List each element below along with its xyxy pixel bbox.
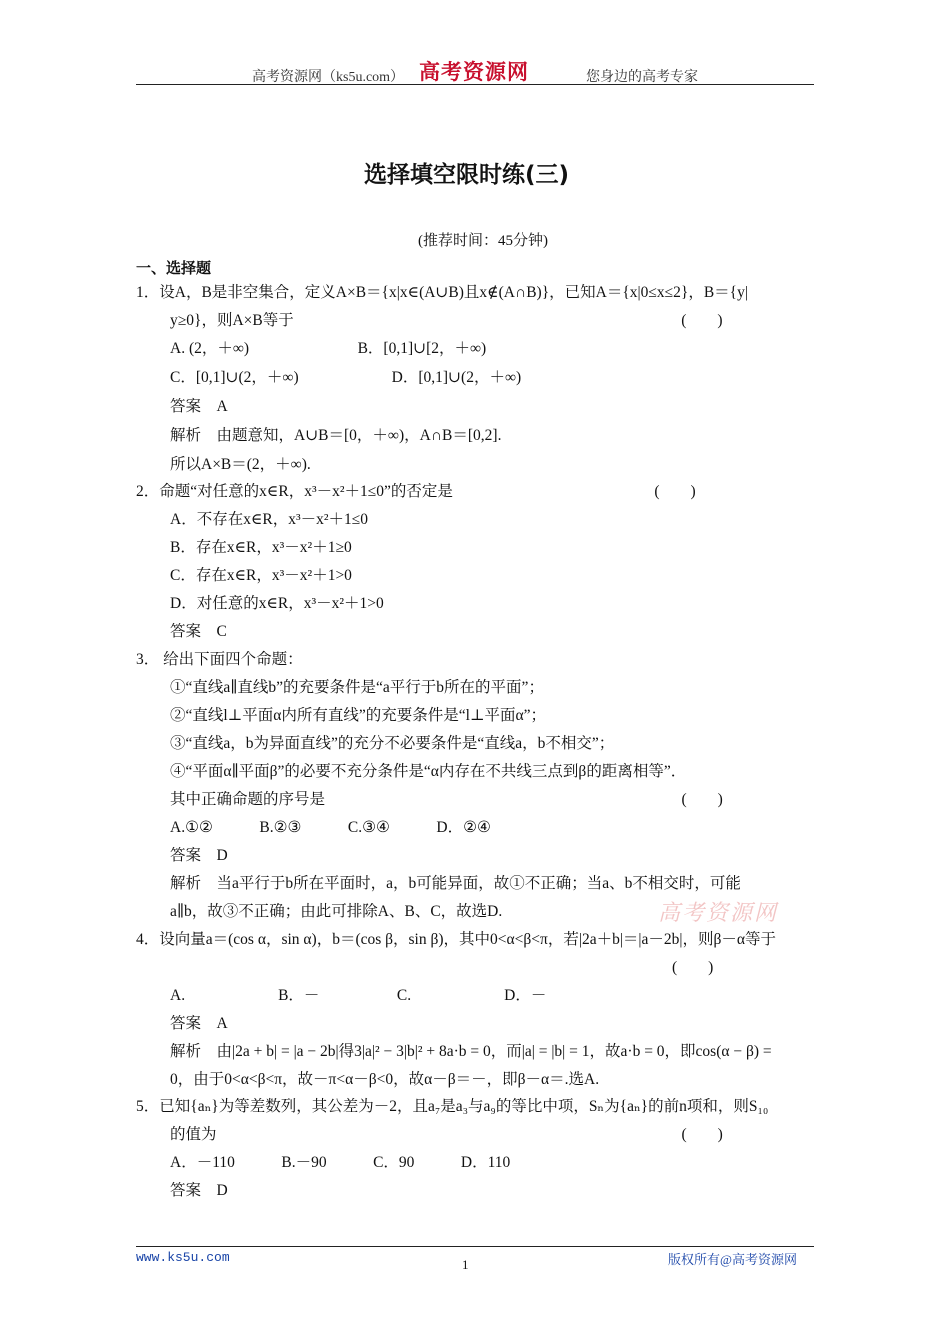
q4-stem: 4．设向量a＝(cos α，sin α)，b＝(cos β，sin β)，其中0<α<β<π，若|2a＋b|＝|a－2b|，则β－α等于 — [136, 931, 777, 948]
q5-stem-line2: 的值为 ( ) — [170, 1126, 723, 1143]
q1-answer: 答案 A — [170, 398, 228, 415]
footer-copyright: 版权所有@高考资源网 — [668, 1252, 797, 1267]
q1-stem-line2: y≥0}，则A×B等于 ( ) — [170, 312, 723, 329]
header-rule — [136, 84, 814, 85]
q1-analysis-line2: 所以A×B＝(2，＋∞). — [170, 456, 311, 473]
q2-option-c: C．存在x∈R，x³－x²＋1>0 — [170, 567, 352, 584]
recommended-time: (推荐时间：45分钟) — [418, 233, 548, 249]
q2-option-a: A．不存在x∈R，x³－x²＋1≤0 — [170, 511, 369, 528]
q1-options-ab: A. (2，＋∞) B．[0,1]∪[2，＋∞) — [170, 340, 487, 357]
header-slogan: 您身边的高考专家 — [586, 70, 698, 85]
q4-analysis-line2: 0，由于0<α<β<π，故－π<α－β<0，故α－β＝－，即β－α＝.选A. — [170, 1071, 600, 1088]
q1-analysis-line1: 解析 由题意知，A∪B＝[0，＋∞)，A∩B＝[0,2]. — [170, 427, 502, 444]
q2-option-b: B．存在x∈R，x³－x²＋1≥0 — [170, 539, 352, 556]
q5-stem-line1: 5．已知{aₙ}为等差数列，其公差为－2，且a₇是a₃与a₉的等比中项，Sₙ为{aₙ}的前n项和，则S₁₀ — [136, 1098, 769, 1115]
q4-answer: 答案 A — [170, 1015, 228, 1032]
q4-analysis-line1: 解析 由|2a + b| = |a − 2b|得3|a|² − 3|b|² + 8a·b = 0，而|a| = |b| = 1，故a·b = 0，即cos(α − β) = — [170, 1043, 772, 1060]
q5-options: A．－110 B.－90 C．90 D．110 — [170, 1154, 511, 1171]
q1-stem-line1: 1．设A，B是非空集合，定义A×B＝{x|x∈(A∪B)且x∉(A∩B)}，已知A＝{x|0≤x≤2}，B＝{y| — [136, 284, 748, 301]
footer-rule — [136, 1246, 814, 1247]
watermark: 高考资源网 — [658, 901, 779, 926]
header-site-name: 高考资源网（ks5u.com） — [252, 70, 405, 85]
q3-analysis-line1: 解析 当a平行于b所在平面时，a，b可能异面，故①不正确；当a、b不相交时，可能 — [170, 875, 741, 892]
q3-question: 其中正确命题的序号是 ( ) — [170, 791, 723, 808]
q3-proposition-4: ④“平面α∥平面β”的必要不充分条件是“α内存在不共线三点到β的距离相等”． — [170, 763, 687, 780]
q2-answer: 答案 C — [170, 623, 227, 640]
page-title: 选择填空限时练(三) — [364, 162, 570, 188]
section-heading: 一、选择题 — [136, 259, 212, 277]
q3-proposition-1: ①“直线a∥直线b”的充要条件是“a平行于b所在的平面”； — [170, 679, 544, 696]
q1-options-cd: C．[0,1]∪(2，＋∞) D．[0,1]∪(2，＋∞) — [170, 369, 522, 386]
q3-options: A.①② B.②③ C.③④ D．②④ — [170, 819, 491, 836]
q3-proposition-2: ②“直线l⊥平面α内所有直线”的充要条件是“l⊥平面α”； — [170, 707, 547, 724]
q2-stem: 2．命题“对任意的x∈R，x³－x²＋1≤0”的否定是 ( ) — [136, 483, 696, 500]
q2-option-d: D．对任意的x∈R，x³－x²＋1>0 — [170, 595, 384, 612]
q3-analysis-line2: a∥b，故③不正确；由此可排除A、B、C，故选D. — [170, 903, 503, 920]
q3-answer: 答案 D — [170, 847, 228, 864]
page-number: 1 — [462, 1257, 469, 1272]
q5-answer: 答案 D — [170, 1182, 228, 1199]
q3-stem: 3． 给出下面四个命题： — [136, 651, 303, 668]
q4-paren: ( ) — [672, 959, 714, 976]
q4-options: A. B．－ C. D．－ — [170, 987, 547, 1004]
q3-proposition-3: ③“直线a，b为异面直线”的充分不必要条件是“直线a，b不相交”； — [170, 735, 615, 752]
header-logo: 高考资源网 — [419, 59, 529, 84]
footer-site-link[interactable]: www.ks5u.com — [136, 1250, 230, 1265]
